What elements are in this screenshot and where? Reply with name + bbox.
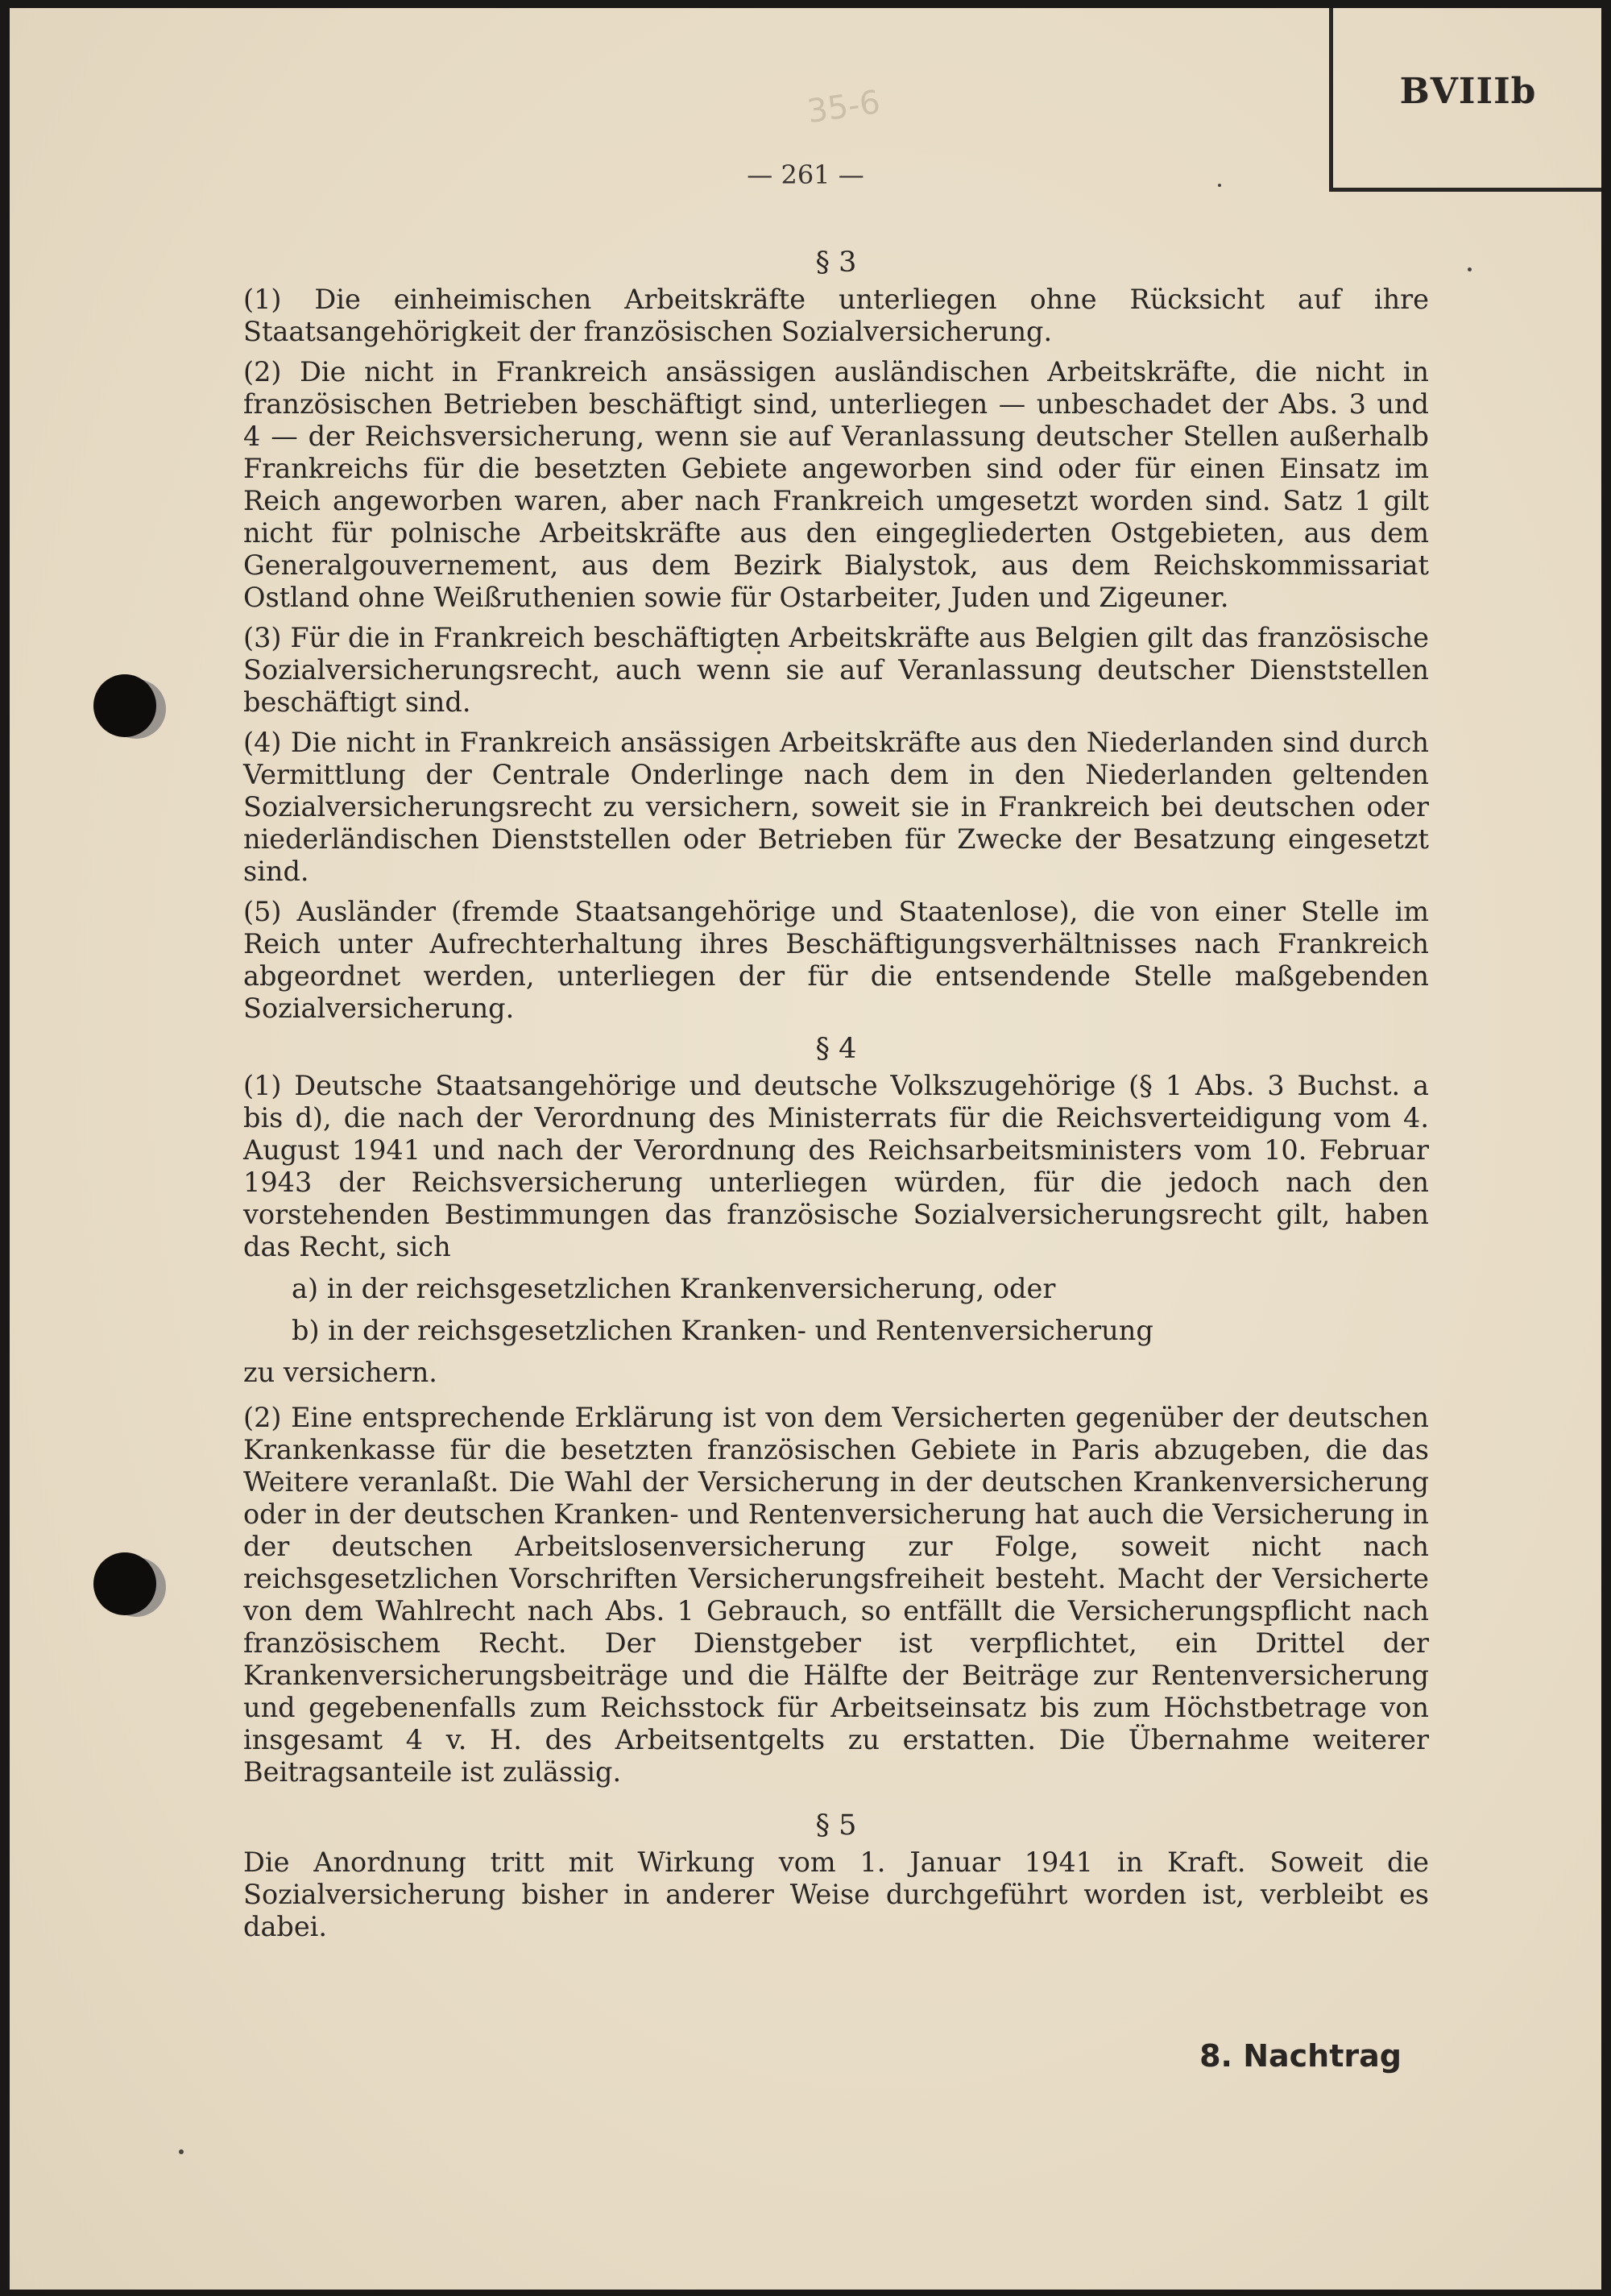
section-3-paragraph-4: (4) Die nicht in Frankreich ansässigen Arbeitskräfte aus den Niederlanden sind durch Vermittlung der Centrale Onderlinge nach dem in den Niederlanden geltenden Sozialversicherungsrecht zu versichern, soweit sie in Frankreich bei deutschen oder niederländischen Dienststellen oder Betrieben für Zwecke der Besatzung eingesetzt sind. [243, 727, 1429, 887]
section-4-list-tail: zu versichern. [243, 1357, 437, 1388]
stamp-label: BVIIIb [1399, 71, 1537, 112]
section-4-paragraph-1: (1) Deutsche Staatsangehörige und deutsche Volkszugehörige (§ 1 Abs. 3 Buchst. a bis d), die nach der Verordnung des Ministerrats für die Reichsverteidigung vom 4. August 1941 und nach der Verordnung des Reichsarbeitsministers vom 10. Februar 1943 der Reichsversicherung unterliegen würden, für die jedoch nach den vorstehenden Bestimmungen das französische Sozialversicherungsrecht gilt, haben das Recht, sich [243, 1070, 1429, 1262]
section-4-paragraph-2: (2) Eine entsprechende Erklärung ist von dem Versicherten gegenüber der deutschen Krankenkasse für die besetzten französischen Gebiete in Paris abzugeben, die das Weitere veranlaßt. Die Wahl der Versicherung in der deutschen Krankenversicherung oder in der deutschen Kranken- und Rentenversicherung hat auch die Versicherung in der deutschen Arbeitslosenversicherung zur Folge, soweit nicht nach reichsgesetzlichen Vorschriften Versicherungsfreiheit besteht. Macht der Versicherte von dem Wahlrecht nach Abs. 1 Gebrauch, so entfällt die Versicherungspflicht nach französischem Recht. Der Dienstgeber ist verpflichtet, ein Drittel der Krankenversicherungsbeiträge und die Hälfte der Beiträge zur Rentenversicherung und gegebenenfalls zum Reichsstock für Arbeitseinsatz bis zum Höchstbetrage von insgesamt 4 v. H. des Arbeitsentgelts zu erstatten. Die Übernahme weiterer Beitragsanteile ist zulässig. [243, 1402, 1429, 1788]
paper-speck [179, 2149, 184, 2154]
section-4-list-item-b: b) in der reichsgesetzlichen Kranken- und Rentenversicherung [292, 1315, 1153, 1346]
document-body [243, 242, 1429, 1951]
section-5-paragraph-1: Die Anordnung tritt mit Wirkung vom 1. Januar 1941 in Kraft. Soweit die Sozialversicherung bisher in anderer Weise durchgeführt worden ist, verbleibt es dabei. [243, 1846, 1429, 1942]
section-3-heading: § 3 [815, 247, 857, 279]
punch-hole-top [93, 674, 156, 737]
section-4-heading: § 4 [815, 1033, 857, 1065]
page-number: — 261 — [747, 160, 864, 190]
section-3-paragraph-3: (3) Für die in Frankreich beschäftigten Arbeitskräfte aus Belgien gilt das französische Sozialversicherungsrecht, auch wenn sie auf Veranlassung deutscher Dienststellen beschäftigt sind. [243, 622, 1429, 718]
document-page [10, 8, 1601, 2290]
supplement-label: 8. Nachtrag [1199, 2038, 1402, 2074]
section-3-paragraph-5: (5) Ausländer (fremde Staatsangehörige und Staatenlose), die von einer Stelle im Reich unter Aufrechterhaltung ihres Beschäftigungsverhältnisses nach Frankreich abgeordnet werden, unterliegen der für die entsendende Stelle maßgebenden Sozialversicherung. [243, 896, 1429, 1024]
paper-speck [1468, 267, 1472, 271]
section-5-heading: § 5 [815, 1809, 857, 1842]
pencil-annotation: 35-6 [805, 83, 883, 131]
punch-hole-bottom [93, 1552, 156, 1615]
section-3-paragraph-1: (1) Die einheimischen Arbeitskräfte unterliegen ohne Rücksicht auf ihre Staatsangehörigkeit der französischen Sozialversicherung. [243, 284, 1429, 347]
paper-speck [1218, 184, 1221, 187]
section-3-paragraph-2: (2) Die nicht in Frankreich ansässigen ausländischen Arbeitskräfte, die nicht in französischen Betrieben beschäftigt sind, unterliegen — unbeschadet der Abs. 3 und 4 — der Reichsversicherung, wenn sie auf Veranlassung deutscher Stellen außerhalb Frankreichs für die besetzten Gebiete angeworben sind oder für einen Einsatz im Reich angeworben waren, aber nach Frankreich umgesetzt worden sind. Satz 1 gilt nicht für polnische Arbeitskräfte aus den eingegliederten Ostgebieten, aus dem Generalgouvernement, aus dem Bezirk Bialystok, aus dem Reichskommissariat Ostland ohne Weißruthenien sowie für Ostarbeiter, Juden und Zigeuner. [243, 356, 1429, 613]
section-4-list-item-a: a) in der reichsgesetzlichen Krankenversicherung, oder [292, 1273, 1056, 1304]
